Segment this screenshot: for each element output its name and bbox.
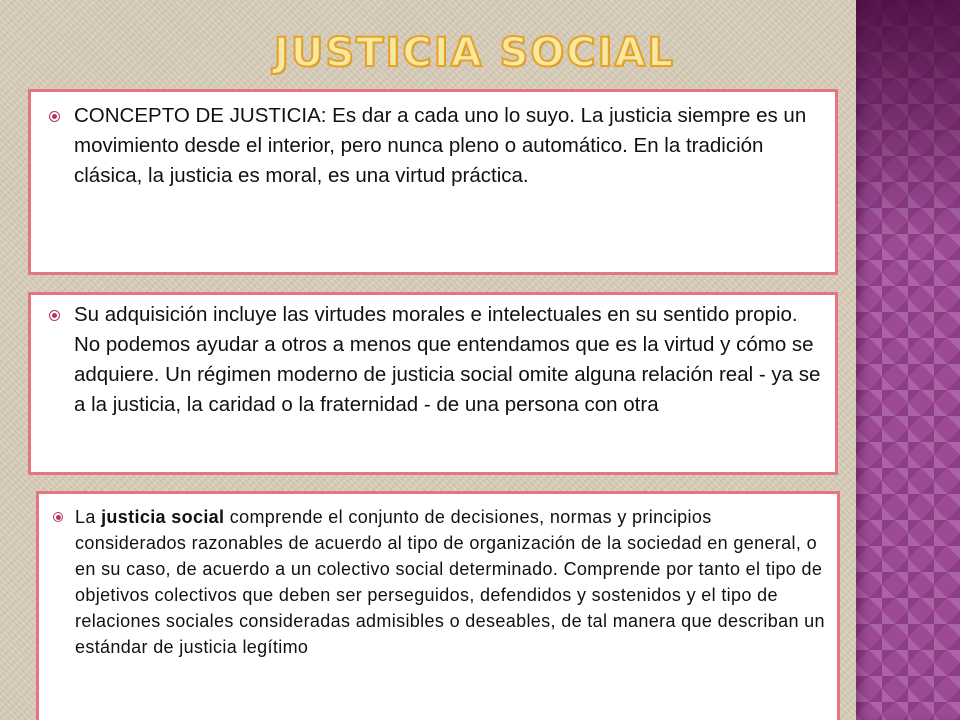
decorative-side-panel bbox=[856, 0, 960, 720]
social-justice-lead-text: La bbox=[75, 507, 102, 527]
concept-text-box bbox=[28, 89, 838, 275]
circle-dot-bullet-icon bbox=[49, 310, 60, 321]
acquisition-text-box bbox=[28, 292, 838, 475]
concept-list-item bbox=[49, 101, 825, 191]
circle-dot-bullet-icon bbox=[53, 512, 63, 522]
concept-text: CONCEPTO DE JUSTICIA: Es dar a cada uno lo suyo. La justicia siempre es un movimiento desde el interior, pero nunca pleno o automático. En la tradición clásica, la justicia es moral, es una virtud práctica. bbox=[74, 104, 807, 187]
social-justice-paragraph bbox=[75, 504, 827, 660]
social-justice-text-box bbox=[36, 491, 840, 720]
slide-title: JUSTICIA SOCIAL bbox=[274, 30, 675, 76]
social-justice-rest-text: comprende el conjunto de decisiones, normas y principios considerados razonables de acuerdo al tipo de organización de la sociedad en general, o en su caso, de acuerdo a un colectivo social determinado. Comprende por tanto el tipo de objetivos colectivos que deben ser perseguidos, defendidos y sostenidos y el tipo de relaciones sociales consideradas admisibles o deseables, de tal manera que describan un estándar de justicia legítimo bbox=[75, 507, 825, 657]
social-justice-list-item bbox=[53, 504, 827, 660]
acquisition-list-item bbox=[49, 300, 825, 420]
social-justice-bold-term: justicia social bbox=[101, 507, 225, 527]
acquisition-text: Su adquisición incluye las virtudes morales e intelectuales en su sentido propio. No podemos ayudar a otros a menos que entendamos que es la virtud y cómo se adquiere. Un régimen moderno de justicia social omite alguna relación real - ya se a la justicia, la caridad o la fraternidad - de una persona con otra bbox=[74, 303, 821, 416]
circle-dot-bullet-icon bbox=[49, 111, 60, 122]
